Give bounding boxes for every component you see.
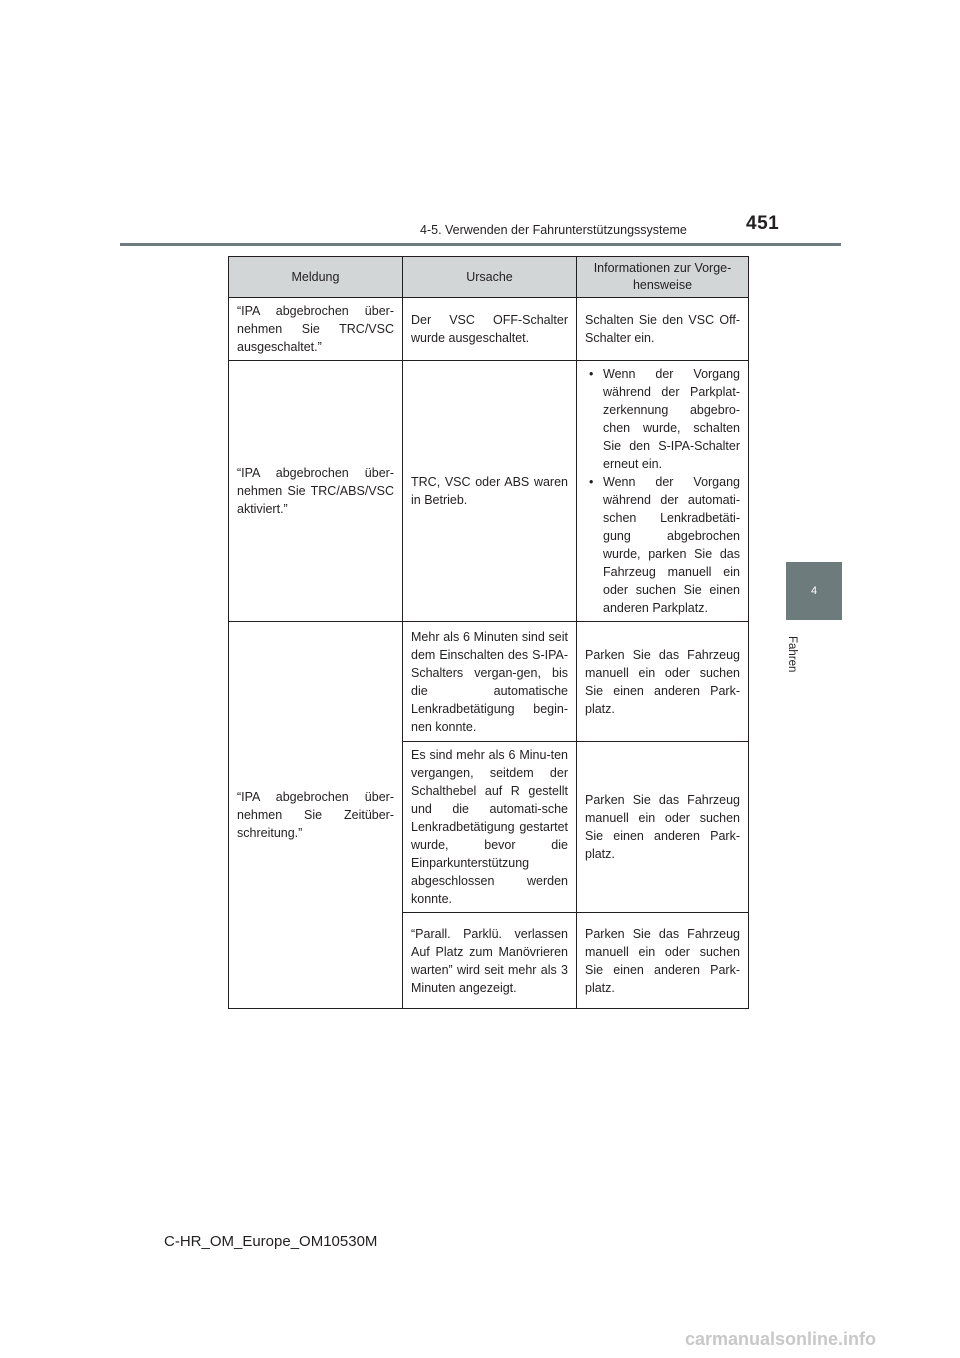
header-meldung: Meldung [229,257,403,298]
info-list [585,365,740,617]
chapter-tab: 4 [786,562,842,620]
table-header-row [229,257,749,298]
info-cell: Parken Sie das Fahrzeug manuell ein oder suchen Sie einen anderen Park-platz. [577,742,749,913]
chapter-label [786,636,802,696]
message-cell: “IPA abgebrochen über-nehmen Sie Zeitüber-schreitung.” [229,622,403,1009]
info-cell: Parken Sie das Fahrzeug manuell ein oder suchen Sie einen anderen Park-platz. [577,913,749,1009]
message-table [228,256,749,1009]
cause-cell: “Parall. Parklü. verlassen Auf Platz zum Manövrieren warten” wird seit mehr als 3 Minuten angezeigt. [403,913,577,1009]
list-item: • Wenn der Vorgang während der Parkplat-zerkennung abgebro-chen wurde, schalten Sie den S-IPA-Schalter erneut ein. [585,365,740,473]
info-cell: Schalten Sie den VSC Off-Schalter ein. [577,298,749,361]
document-id: C-HR_OM_Europe_OM10530M [164,1233,378,1250]
page-number: 451 [746,213,780,234]
header-ursache: Ursache [403,257,577,298]
cause-cell: TRC, VSC oder ABS waren in Betrieb. [403,361,577,622]
table-row [229,298,749,361]
cause-cell: Mehr als 6 Minuten sind seit dem Einschalten des S-IPA-Schalters vergan-gen, bis die automatische Lenkradbetätigung begin-nen konnte. [403,622,577,742]
cause-cell: Es sind mehr als 6 Minu-ten vergangen, seitdem der Schalthebel auf R gestellt und die automati-sche Lenkradbetätigung gestartet wurde, bevor die Einparkunterstützung abgeschlossen werden konnte. [403,742,577,913]
info-cell: Parken Sie das Fahrzeug manuell ein oder suchen Sie einen anderen Park-platz. [577,622,749,742]
watermark: carmanualsonline.info [685,1329,877,1349]
message-cell: “IPA abgebrochen über-nehmen Sie TRC/ABS/VSC aktiviert.” [229,361,403,622]
section-title: 4-5. Verwenden der Fahrunterstützungssysteme [420,223,687,237]
header-informationen: Informationen zur Vorge- hensweise [577,257,749,298]
chapter-label-text: Fahren [786,636,798,673]
cause-cell: Der VSC OFF-Schalter wurde ausgeschaltet. [403,298,577,361]
header-rule [120,243,841,246]
table-row [229,622,749,742]
list-item: • Wenn der Vorgang während der automati-schen Lenkradbetäti-gung abgebrochen wurde, parken Sie das Fahrzeug manuell ein oder suchen Sie einen anderen Parkplatz. [585,473,740,617]
message-cell: “IPA abgebrochen über-nehmen Sie TRC/VSC ausgeschaltet.” [229,298,403,361]
table-row [229,361,749,622]
info-cell [577,361,749,622]
